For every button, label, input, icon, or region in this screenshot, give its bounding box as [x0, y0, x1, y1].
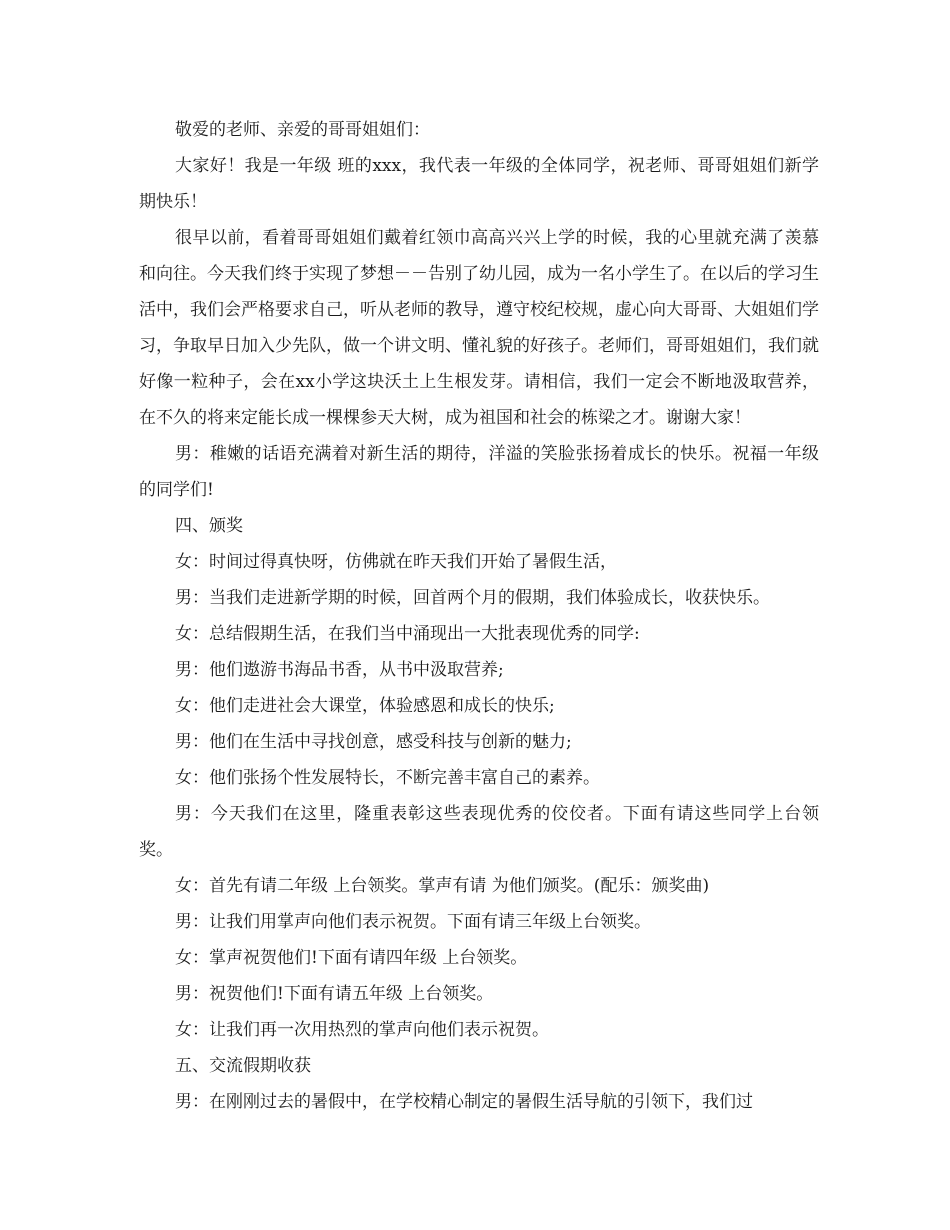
speech-paragraph: 很早以前，看着哥哥姐姐们戴着红领巾高高兴兴上学的时候，我的心里就充满了羡慕和向往。今天我们终于实现了梦想－－告别了幼儿园，成为一名小学生了。在以后的学习生活中，我们会严格要求自己，听从老师的教导，遵守校纪校规，虚心向大哥哥、大姐姐们学习，争取早日加入少先队，做一个讲文明、懂礼貌的好孩子。老师们，哥哥姐姐们，我们就好像一粒种子，会在xx小学这块沃土上生根发芽。请相信，我们一定会不断地汲取营养，在不久的将来定能长成一棵棵参天大树，成为祖国和社会的栋梁之才。谢谢大家！	[139, 228, 819, 428]
host-line: 女：首先有请二年级 上台领奖。掌声有请 为他们颁奖。(配乐：颁奖曲)	[175, 876, 710, 896]
host-line: 女：他们张扬个性发展特长，不断完善丰富自己的素养。	[175, 768, 600, 788]
host-line: 男：让我们用掌声向他们表示祝贺。下面有请三年级上台领奖。	[175, 912, 651, 932]
host-line: 男：祝贺他们!下面有请五年级 上台领奖。	[175, 984, 494, 1004]
host-line: 男：他们遨游书海品书香，从书中汲取营养;	[175, 660, 504, 680]
host-line: 男：今天我们在这里，隆重表彰这些表现优秀的佼佼者。下面有请这些同学上台领奖。	[139, 804, 819, 860]
host-line: 男：在刚刚过去的暑假中，在学校精心制定的暑假生活导航的引领下，我们过	[175, 1092, 753, 1112]
host-line: 女：掌声祝贺他们!下面有请四年级 上台领奖。	[175, 948, 528, 968]
host-line: 女：让我们再一次用热烈的掌声向他们表示祝贺。	[175, 1020, 549, 1040]
host-line: 女：时间过得真快呀，仿佛就在昨天我们开始了暑假生活，	[175, 552, 617, 572]
host-line: 男：他们在生活中寻找创意，感受科技与创新的魅力;	[175, 732, 572, 752]
host-line: 男：当我们走进新学期的时候，回首两个月的假期，我们体验成长，收获快乐。	[175, 588, 770, 608]
host-line: 女：总结假期生活，在我们当中涌现出一大批表现优秀的同学:	[175, 624, 640, 644]
host-line: 男：稚嫩的话语充满着对新生活的期待，洋溢的笑脸张扬着成长的快乐。祝福一年级的同学们!	[139, 444, 819, 500]
salutation: 敬爱的老师、亲爱的哥哥姐姐们：	[175, 120, 430, 140]
section-heading-sharing: 五、交流假期收获	[175, 1056, 311, 1076]
section-heading-awards: 四、颁奖	[175, 516, 243, 536]
greeting-paragraph: 大家好！我是一年级 班的xxx，我代表一年级的全体同学，祝老师、哥哥姐姐们新学期快乐！	[139, 156, 819, 212]
document-body	[139, 112, 819, 1120]
host-line: 女：他们走进社会大课堂，体验感恩和成长的快乐;	[175, 696, 555, 716]
